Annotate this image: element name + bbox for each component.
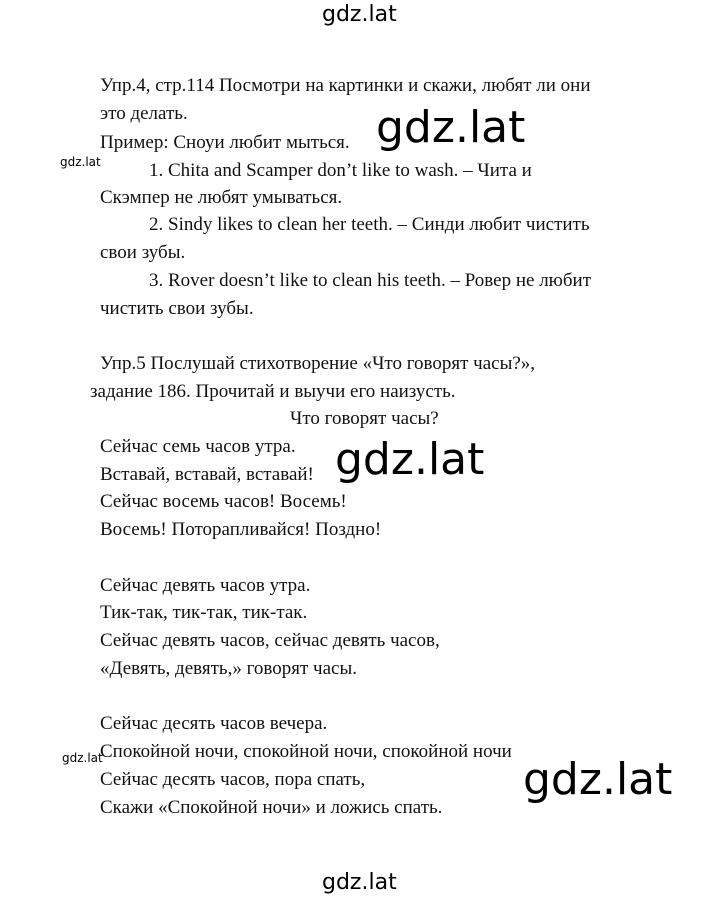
ex4-item-3-line-2: чистить свои зубы. <box>100 298 254 319</box>
poem-stanza-2-line-1: Сейчас девять часов утра. <box>100 575 311 596</box>
ex4-example: Пример: Сноуи любит мыться. <box>100 132 350 153</box>
ex4-item-1-line-2: Скэмпер не любят умываться. <box>100 187 343 208</box>
poem-stanza-2-line-2: Тик-так, тик-так, тик-так. <box>100 602 308 623</box>
poem-stanza-1-line-4: Восемь! Поторапливайся! Поздно! <box>100 519 382 540</box>
watermark-top: gdz.lat <box>322 2 397 27</box>
poem-stanza-2-line-4: «Девять, девять,» говорят часы. <box>100 658 357 679</box>
watermark-bottom: gdz.lat <box>322 870 397 895</box>
ex5-heading-line-1: Упр.5 Послушай стихотворение «Что говорят часы?», <box>100 353 536 374</box>
ex4-heading-line-2: это делать. <box>100 103 188 124</box>
poem-stanza-2-line-3: Сейчас девять часов, сейчас девять часов, <box>100 630 440 651</box>
poem-stanza-3-line-4: Скажи «Спокойной ночи» и ложись спать. <box>100 797 443 818</box>
poem-stanza-3-line-2: Спокойной ночи, спокойной ночи, спокойной ночи <box>100 741 512 762</box>
poem-stanza-1-line-3: Сейчас восемь часов! Восемь! <box>100 491 347 512</box>
poem-title: Что говорят часы? <box>290 408 439 429</box>
ex4-item-2-line-2: свои зубы. <box>100 242 186 263</box>
poem-stanza-3-line-1: Сейчас десять часов вечера. <box>100 713 328 734</box>
watermark-small-2: gdz.lat <box>62 751 103 765</box>
poem-stanza-3-line-3: Сейчас десять часов, пора спать, <box>100 769 366 790</box>
watermark-small-1: gdz.lat <box>60 155 101 169</box>
ex4-heading-line-1: Упр.4, стр.114 Посмотри на картинки и скажи, любят ли они <box>100 75 591 96</box>
watermark-large-3: gdz.lat <box>523 754 673 805</box>
ex4-item-3-line-1: 3. Rover doesn’t like to clean his teeth. – Ровер не любит <box>149 270 592 291</box>
watermark-large-1: gdz.lat <box>376 102 526 153</box>
ex4-item-2-line-1: 2. Sindy likes to clean her teeth. – Синди любит чистить <box>149 214 590 235</box>
ex4-item-1-line-1: 1. Chita and Scamper don’t like to wash. – Чита и <box>149 160 532 181</box>
watermark-large-2: gdz.lat <box>335 434 485 485</box>
poem-stanza-1-line-1: Сейчас семь часов утра. <box>100 436 296 457</box>
ex5-heading-line-2: задание 186. Прочитай и выучи его наизусть. <box>90 381 456 402</box>
poem-stanza-1-line-2: Вставай, вставай, вставай! <box>100 464 314 485</box>
